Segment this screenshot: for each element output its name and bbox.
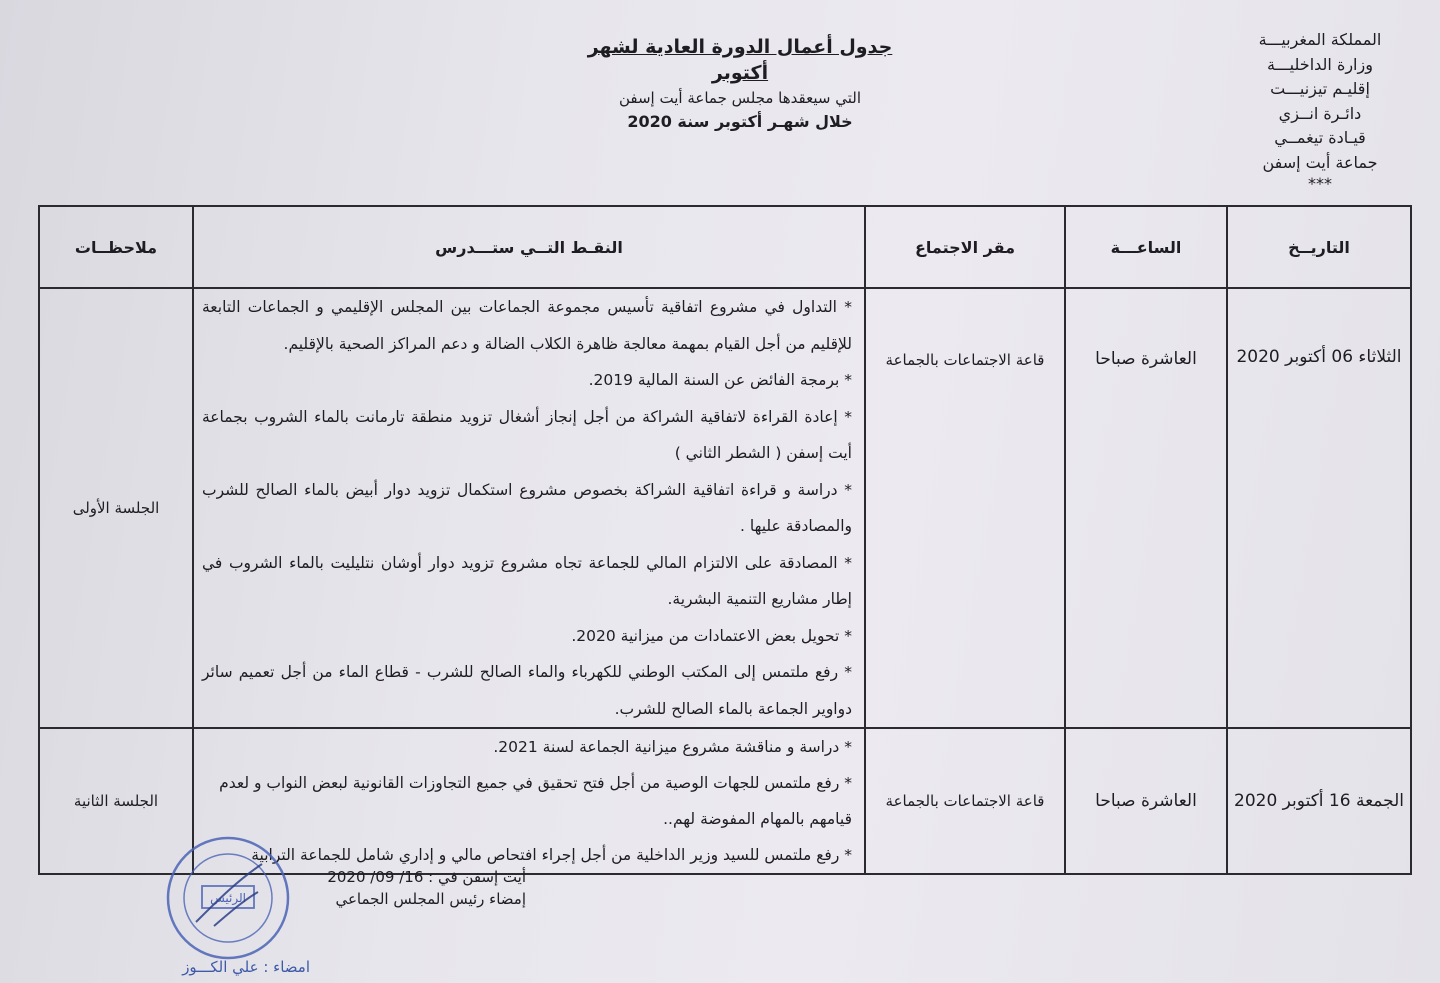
agenda-table bbox=[38, 205, 1412, 875]
administrative-header bbox=[1240, 28, 1400, 191]
header-line: إقليـم تيزنيـــت bbox=[1270, 79, 1370, 98]
agenda-point: * التداول في مشروع اتفاقية تأسيس مجموعة الجماعات بين المجلس الإقليمي و الجماعات التابعة للإقليم من أجل القيام بمهمة معالجة ظاهرة الكلاب الضالة و دعم المراكز الصحية بالإقليم. bbox=[202, 298, 852, 353]
document-title bbox=[560, 34, 920, 134]
time-text: العاشرة صباحا bbox=[1095, 349, 1197, 369]
official-stamp-icon bbox=[158, 830, 298, 970]
agenda-point: * رفع ملتمس للجهات الوصية من أجل فتح تحقيق في جميع التجاوزات القانونية لبعض النواب و لعدم قيامهم بالمهام المفوضة لهم.. bbox=[219, 774, 852, 828]
place-date: أيت إسفن في : 16/ 09/ 2020 bbox=[327, 868, 526, 886]
row-time bbox=[1065, 728, 1227, 874]
column-header-notes: ملاحظــات bbox=[39, 206, 193, 288]
row-date bbox=[1227, 288, 1411, 728]
row-points bbox=[193, 288, 865, 728]
signer-name: امضاء : علي الكـــوز bbox=[182, 958, 310, 976]
header-line: *** bbox=[1308, 174, 1332, 193]
column-header-venue: مقر الاجتماع bbox=[865, 206, 1065, 288]
signature-block bbox=[300, 866, 526, 910]
column-header-time: الساعـــة bbox=[1065, 206, 1227, 288]
row-date bbox=[1227, 728, 1411, 874]
agenda-point: * المصادقة على الالتزام المالي للجماعة تجاه مشروع تزويد دوار أوشان نتليليت بالماء الشروب في إطار مشاريع التنمية البشرية. bbox=[202, 553, 852, 608]
column-header-date: التاريــخ bbox=[1227, 206, 1411, 288]
agenda-point: * تحويل بعض الاعتمادات من ميزانية 2020. bbox=[571, 626, 852, 645]
time-text: العاشرة صباحا bbox=[1095, 791, 1197, 811]
agenda-point: * دراسة و قراءة اتفاقية الشراكة بخصوص مشروع استكمال تزويد دوار أبيض بالماء الصالح للشرب والمصادقة عليها . bbox=[202, 480, 852, 535]
venue-text: قاعة الاجتماعات بالجماعة bbox=[885, 792, 1045, 810]
header-line: وزارة الداخليـــة bbox=[1267, 54, 1373, 74]
venue-text: قاعة الاجتماعات بالجماعة bbox=[885, 351, 1045, 369]
column-header-points: النقـط التــي ستـــدرس bbox=[193, 206, 865, 288]
header-line: قيـادة تيغمــي bbox=[1274, 128, 1366, 147]
row-venue bbox=[865, 728, 1065, 874]
table-header-row bbox=[39, 206, 1411, 288]
row-venue bbox=[865, 288, 1065, 728]
title-line-2: التي سيعقدها مجلس جماعة أيت إسفن bbox=[618, 89, 861, 107]
title-line-1: جدول أعمال الدورة العادية لشهر أكتوبر bbox=[587, 36, 893, 84]
agenda-point: * إعادة القراءة لاتفاقية الشراكة من أجل إنجاز أشغال تزويد منطقة تارمانت بالماء الشروب بجماعة أيت إسفن ( الشطر الثاني ) bbox=[202, 407, 852, 462]
header-line: المملكة المغربيـــة bbox=[1258, 30, 1382, 49]
date-text: الجمعة 16 أكتوبر 2020 bbox=[1234, 791, 1404, 811]
title-line-3: خلال شهـر أكتوبر سنة 2020 bbox=[627, 112, 853, 131]
signature-title: إمضاء رئيس المجلس الجماعي bbox=[335, 890, 526, 908]
date-text: الثلاثاء 06 أكتوبر 2020 bbox=[1236, 347, 1402, 367]
row-notes bbox=[39, 288, 193, 728]
stamp-label: الرئيس bbox=[210, 891, 246, 905]
notes-text: الجلسة الأولى bbox=[72, 499, 160, 517]
agenda-point: * برمجة الفائض عن السنة المالية 2019. bbox=[588, 371, 852, 389]
row-time bbox=[1065, 288, 1227, 728]
table-row bbox=[39, 288, 1411, 728]
agenda-point: * دراسة و مناقشة مشروع ميزانية الجماعة لسنة 2021. bbox=[493, 738, 852, 756]
agenda-point: * رفع ملتمس للسيد وزير الداخلية من أجل إجراء افتحاص مالي و إداري شامل للجماعة الترابية bbox=[251, 846, 852, 864]
header-line: جماعة أيت إسفن bbox=[1262, 152, 1378, 172]
agenda-point: * رفع ملتمس إلى المكتب الوطني للكهرباء والماء الصالح للشرب - قطاع الماء من أجل تعميم سائر دواوير الجماعة بالماء الصالح للشرب. bbox=[202, 663, 852, 718]
notes-text: الجلسة الثانية bbox=[73, 792, 159, 810]
header-line: دائـرة انــزي bbox=[1278, 103, 1362, 123]
